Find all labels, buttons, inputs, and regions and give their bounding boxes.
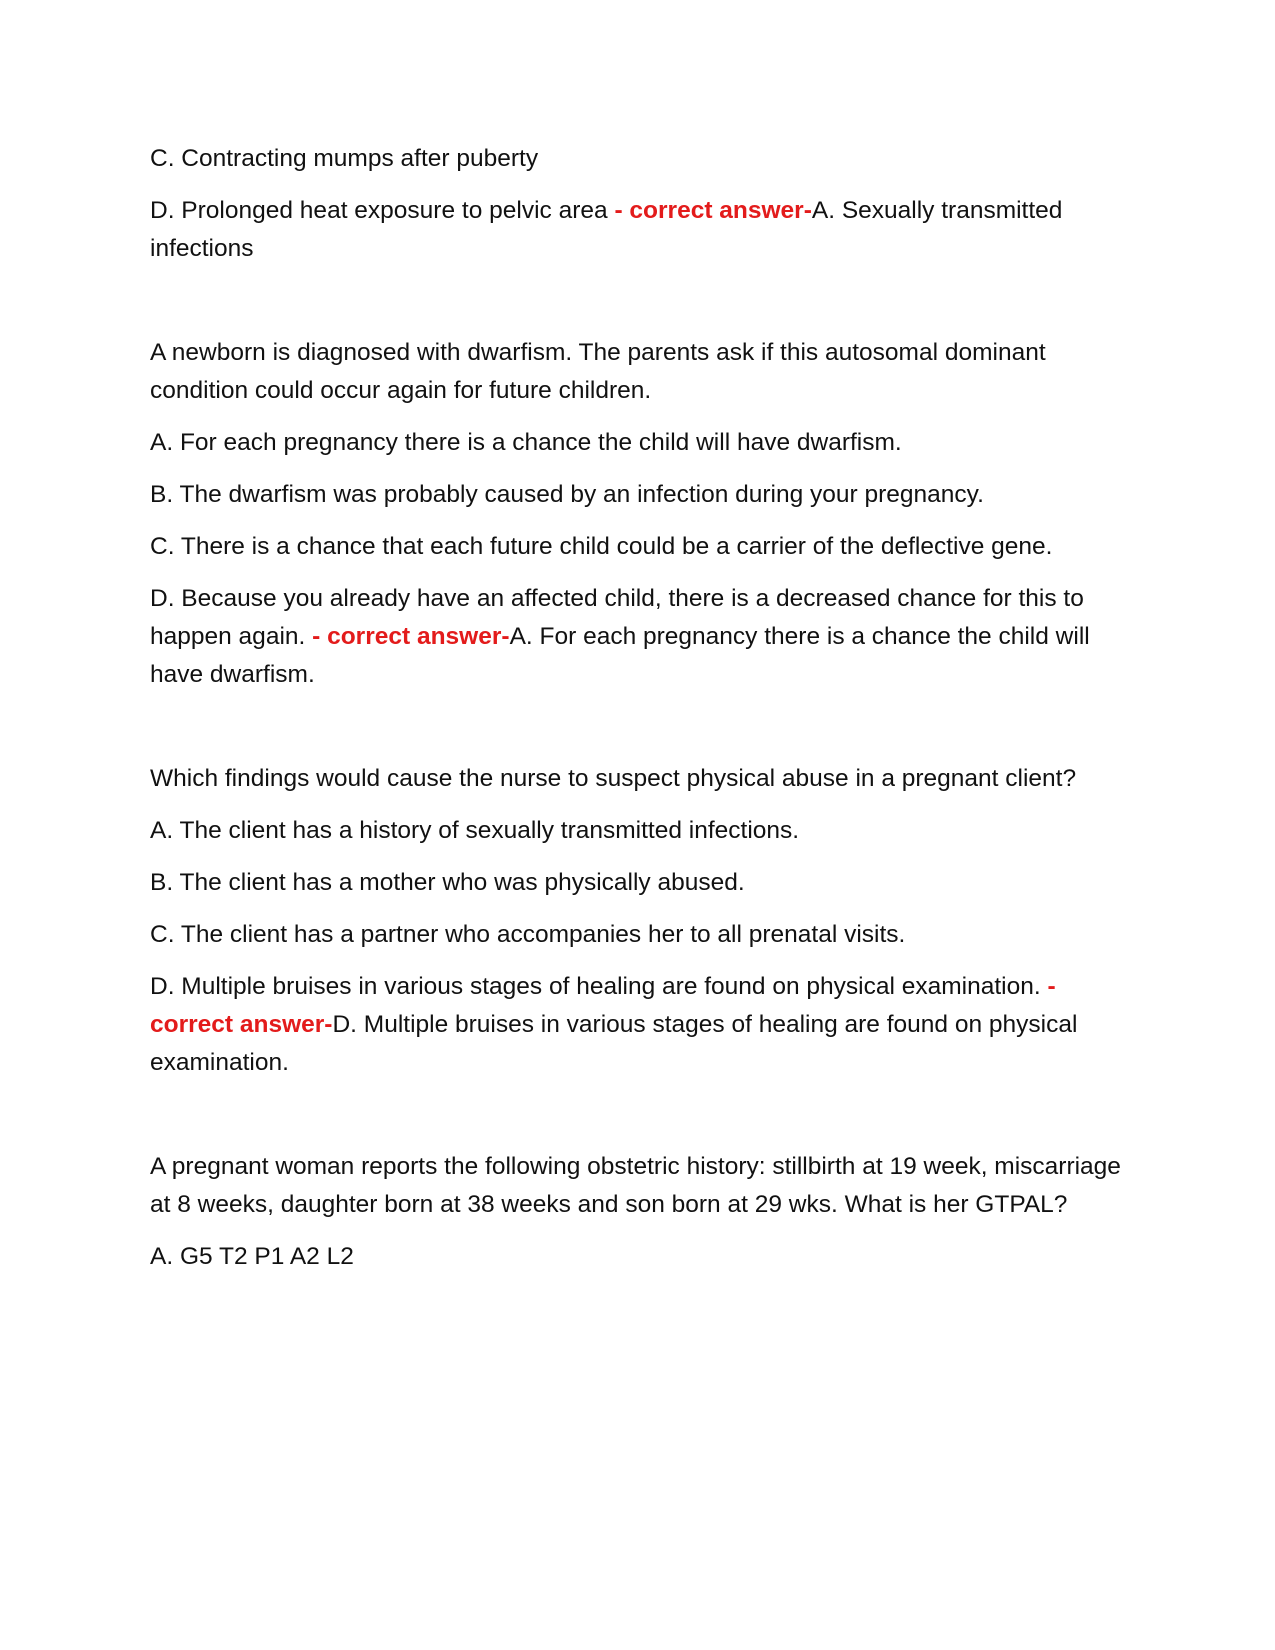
option-a: A. G5 T2 P1 A2 L2 xyxy=(150,1243,354,1270)
option-c: C. There is a chance that each future child could be a carrier of the deflective gene. xyxy=(150,533,1053,560)
option-d-with-answer: D. Because you already have an affected child, there is a decreased chance for this to happen again. - correct answer-A. For each pregnancy there is a chance the child will have dwarfism. xyxy=(150,585,1090,688)
option-a: A. The client has a history of sexually transmitted infections. xyxy=(150,817,800,844)
correct-answer-text: A. For each pregnancy there is a chance the child will have dwarfism. xyxy=(150,623,1090,688)
question-stem: Which findings would cause the nurse to suspect physical abuse in a pregnant client? xyxy=(150,765,1077,792)
correct-answer-marker: - correct answer- xyxy=(312,623,510,650)
option-b: B. The dwarfism was probably caused by an infection during your pregnancy. xyxy=(150,481,984,508)
document-page xyxy=(150,140,1125,1290)
option-d-with-answer xyxy=(150,192,1125,268)
option-b: B. The client has a mother who was physically abused. xyxy=(150,869,745,896)
option-text: D. Prolonged heat exposure to pelvic area xyxy=(150,197,615,224)
question-stem: A pregnant woman reports the following obstetric history: stillbirth at 19 week, miscarriage at 8 weeks, daughter born at 38 weeks and son born at 29 wks. What is her GTPAL? xyxy=(150,1153,1121,1218)
option-a: A. For each pregnancy there is a chance the child will have dwarfism. xyxy=(150,429,902,456)
option-d-with-answer: D. Multiple bruises in various stages of healing are found on physical examination. - correct answer-D. Multiple bruises in various stages of healing are found on physical examination. xyxy=(150,973,1078,1076)
option-text: C. Contracting mumps after puberty xyxy=(150,145,539,172)
correct-answer-marker: - correct answer- xyxy=(614,197,812,224)
question-stem: A newborn is diagnosed with dwarfism. The parents ask if this autosomal dominant condition could occur again for future children. xyxy=(150,339,1046,404)
correct-answer-text: D. Multiple bruises in various stages of healing are found on physical examination. xyxy=(150,1011,1078,1076)
correct-answer-text: A. Sexually transmitted infections xyxy=(150,197,1063,262)
correct-answer-marker: - correct answer- xyxy=(150,973,1056,1038)
option-c xyxy=(150,140,1125,178)
option-c: C. The client has a partner who accompanies her to all prenatal visits. xyxy=(150,921,906,948)
